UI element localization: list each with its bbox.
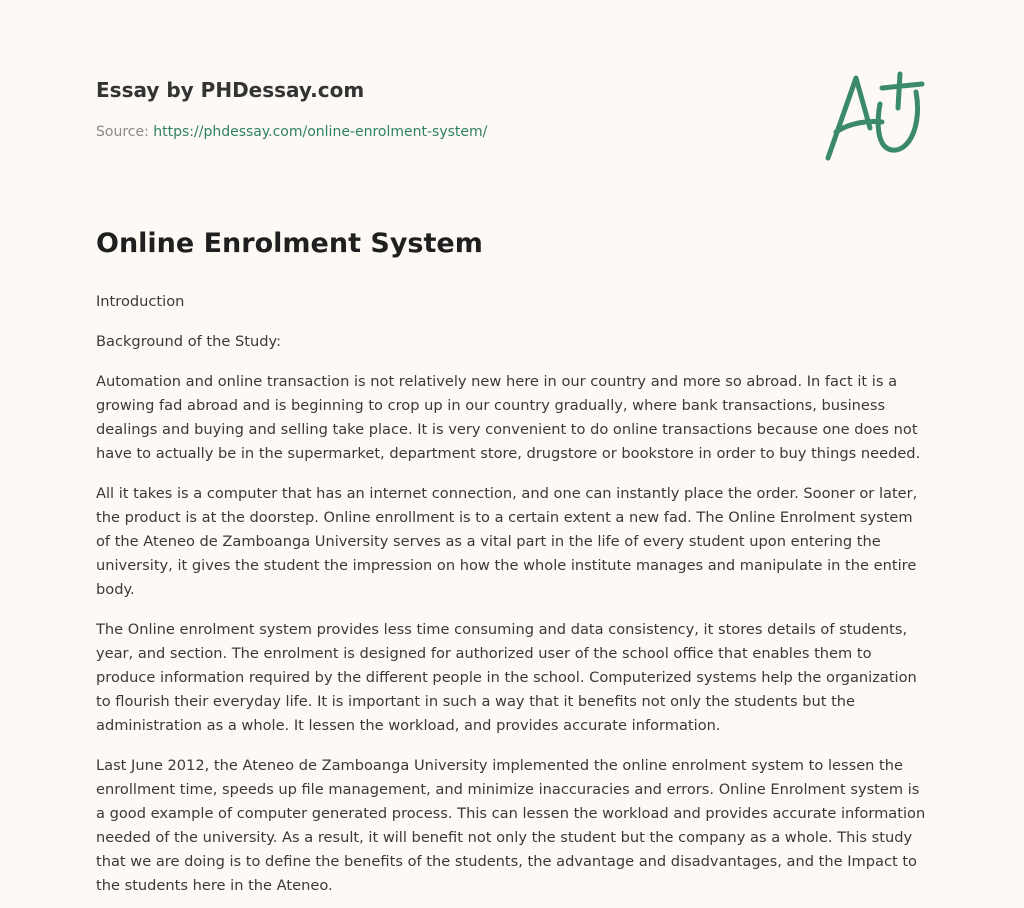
- source-line: [96, 122, 796, 142]
- essay-paragraph: Introduction: [96, 293, 185, 310]
- essay-paragraph: All it takes is a computer that has an internet connection, and one can instantly place the order. Sooner or later, the product is at the doorstep. Online enrollment is to a certain extent a new fad. The Online Enrolment system of the Ateneo de Zamboanga University serves as a vital part in the life of every student upon entering the university, it gives the student the impression on how the whole institute manages and manipulate in the entire body.: [96, 485, 918, 598]
- essay-paragraph: The Online enrolment system provides less time consuming and data consistency, it stores details of students, year, and section. The enrolment is designed for authorized user of the school office that enables them to produce information required by the different people in the school. Computerized systems help the organization to flourish their everyday life. It is important in such a way that it benefits not only the students but the administration as a whole. It lessen the workload, and provides accurate information.: [96, 621, 917, 734]
- header: [96, 76, 796, 142]
- a-plus-icon: [818, 66, 930, 166]
- source-link[interactable]: https://phdessay.com/online-enrolment-system/: [153, 124, 488, 140]
- essay-paragraph: Last June 2012, the Ateneo de Zamboanga University implemented the online enrolment system to lessen the enrollment time, speeds up file management, and minimize inaccuracies and errors. Online Enrolment system is a good example of computer generated process. This can lessen the workload and provides accurate information needed of the university. As a result, it will benefit not only the student but the company as a whole. This study that we are doing is to define the benefits of the students, the advantage and disadvantages, and the Impact to the students here in the Ateneo.: [96, 757, 926, 894]
- site-title: Essay by PHDessay.com: [96, 78, 365, 102]
- essay-paragraph: Automation and online transaction is not relatively new here in our country and more so abroad. In fact it is a growing fad abroad and is beginning to crop up in our country gradually, where bank transactions, business dealings and buying and selling take place. It is very convenient to do online transactions because one does not have to actually be in the supermarket, department store, drugstore or bookstore in order to buy things needed.: [96, 373, 921, 462]
- essay-paragraph: Background of the Study:: [96, 333, 281, 350]
- source-label: Source:: [96, 124, 154, 140]
- essay-title: Online Enrolment System: [96, 228, 483, 259]
- essay-article: [96, 224, 930, 908]
